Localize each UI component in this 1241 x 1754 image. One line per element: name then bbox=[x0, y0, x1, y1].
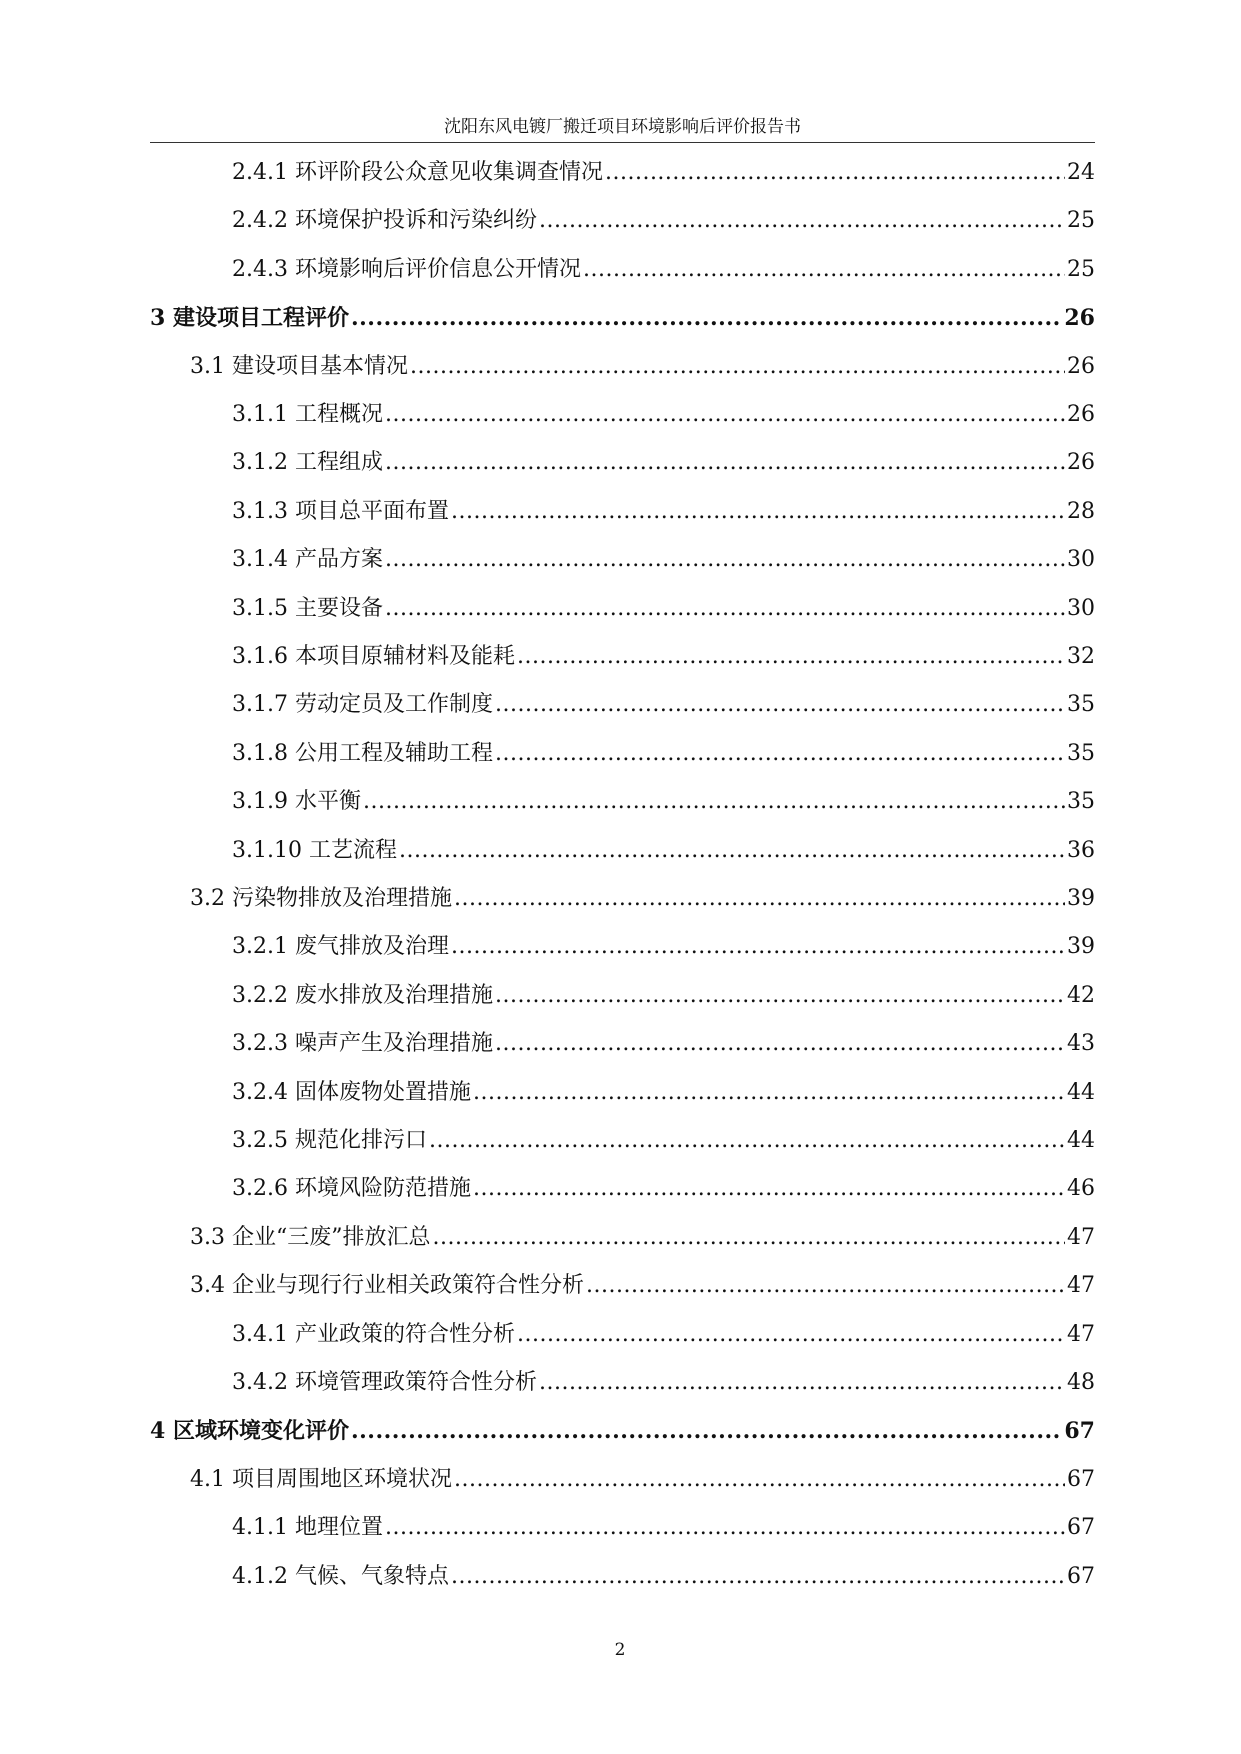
toc-entry[interactable] bbox=[232, 836, 1095, 866]
toc-dot-leader bbox=[495, 981, 1065, 1011]
toc-dot-leader bbox=[385, 1513, 1065, 1543]
toc-dot-leader bbox=[363, 787, 1065, 817]
toc-entry-title: 3.1.5 主要设备 bbox=[232, 595, 383, 621]
toc-entry-page: 67 bbox=[1067, 1563, 1095, 1589]
toc-entry-title: 3.1.10 工艺流程 bbox=[232, 837, 397, 863]
toc-entry-title: 4.1 项目周围地区环境状况 bbox=[190, 1466, 452, 1492]
toc-entry-page: 28 bbox=[1067, 498, 1095, 524]
toc-entry[interactable] bbox=[232, 400, 1095, 430]
toc-entry-page: 48 bbox=[1067, 1370, 1095, 1395]
toc-entry-page: 26 bbox=[1067, 353, 1095, 379]
toc-entry-page: 44 bbox=[1067, 1079, 1095, 1105]
toc-entry-title: 3.1.3 项目总平面布置 bbox=[232, 498, 449, 524]
toc-dot-leader bbox=[429, 1126, 1065, 1156]
toc-entry-page: 26 bbox=[1067, 450, 1095, 476]
toc-entry-page: 43 bbox=[1067, 1031, 1095, 1057]
toc-entry[interactable] bbox=[190, 1271, 1095, 1301]
toc-entry[interactable] bbox=[190, 1465, 1095, 1495]
toc-dot-leader bbox=[586, 1271, 1065, 1301]
toc-entry-title: 3.1.8 公用工程及辅助工程 bbox=[232, 740, 493, 766]
toc-entry-title: 3.1.9 水平衡 bbox=[232, 789, 361, 815]
toc-entry-title: 3.1 建设项目基本情况 bbox=[190, 353, 408, 379]
toc-entry-page: 25 bbox=[1067, 208, 1095, 234]
toc-dot-leader bbox=[410, 352, 1065, 382]
toc-entry-page: 30 bbox=[1067, 595, 1095, 621]
toc-entry-title: 4.1.2 气候、气象特点 bbox=[232, 1563, 449, 1589]
toc-dot-leader bbox=[517, 642, 1065, 672]
toc-entry[interactable] bbox=[232, 206, 1095, 236]
toc-entry-page: 47 bbox=[1067, 1224, 1095, 1250]
toc-dot-leader bbox=[451, 1562, 1065, 1592]
toc-entry-title: 4 区域环境变化评价 bbox=[150, 1418, 349, 1445]
toc-entry-page: 39 bbox=[1067, 886, 1095, 911]
toc-dot-leader bbox=[385, 448, 1065, 478]
toc-dot-leader bbox=[495, 690, 1065, 720]
toc-entry-title: 2.4.3 环境影响后评价信息公开情况 bbox=[232, 256, 581, 282]
running-header: 沈阳东风电镀厂搬迁项目环境影响后评价报告书 bbox=[444, 117, 801, 137]
toc-entry[interactable] bbox=[232, 594, 1095, 624]
toc-entry[interactable] bbox=[232, 1029, 1095, 1059]
toc-entry-page: 42 bbox=[1067, 982, 1095, 1008]
toc-entry-page: 26 bbox=[1067, 402, 1095, 427]
toc-entry[interactable] bbox=[232, 1320, 1095, 1350]
toc-entry-title: 2.4.1 环评阶段公众意见收集调查情况 bbox=[232, 160, 603, 185]
toc-entry-page: 32 bbox=[1067, 644, 1095, 669]
toc-entry-title: 3.2.4 固体废物处置措施 bbox=[232, 1079, 471, 1105]
toc-entry-title: 3 建设项目工程评价 bbox=[150, 305, 349, 332]
toc-entry-title: 3.3 企业“三废”排放汇总 bbox=[190, 1224, 431, 1250]
toc-dot-leader bbox=[451, 497, 1065, 527]
toc-entry[interactable] bbox=[150, 1416, 1095, 1446]
toc-entry[interactable] bbox=[232, 932, 1095, 962]
toc-entry-title: 3.2.3 噪声产生及治理措施 bbox=[232, 1031, 493, 1057]
toc-entry[interactable] bbox=[232, 255, 1095, 285]
toc-entry[interactable] bbox=[232, 497, 1095, 527]
toc-entry-title: 3.2.6 环境风险防范措施 bbox=[232, 1176, 471, 1202]
toc-dot-leader bbox=[473, 1174, 1065, 1204]
toc-entry-title: 3.1.6 本项目原辅材料及能耗 bbox=[232, 644, 515, 669]
toc-dot-leader bbox=[454, 884, 1065, 914]
toc-dot-leader bbox=[454, 1465, 1065, 1495]
toc-dot-leader bbox=[399, 836, 1065, 866]
toc-dot-leader bbox=[351, 303, 1062, 333]
toc-entry-page: 67 bbox=[1067, 1515, 1095, 1541]
toc-entry-page: 67 bbox=[1067, 1466, 1095, 1492]
toc-dot-leader bbox=[605, 158, 1065, 188]
toc-entry[interactable] bbox=[232, 642, 1095, 672]
toc-entry[interactable] bbox=[232, 1174, 1095, 1204]
toc-dot-leader bbox=[385, 594, 1065, 624]
toc-dot-leader bbox=[385, 400, 1065, 430]
toc-dot-leader bbox=[451, 932, 1065, 962]
toc-entry-page: 67 bbox=[1064, 1418, 1095, 1445]
toc-dot-leader bbox=[385, 545, 1065, 575]
toc-entry-title: 3.1.7 劳动定员及工作制度 bbox=[232, 692, 493, 718]
toc-entry-page: 47 bbox=[1067, 1321, 1095, 1347]
toc-entry-title: 3.1.2 工程组成 bbox=[232, 450, 383, 476]
toc-entry[interactable] bbox=[232, 1562, 1095, 1592]
toc-entry-page: 24 bbox=[1067, 160, 1095, 185]
toc-entry[interactable] bbox=[190, 352, 1095, 382]
toc-entry-page: 36 bbox=[1067, 837, 1095, 863]
toc-dot-leader bbox=[495, 739, 1065, 769]
page-number: 2 bbox=[614, 1640, 626, 1660]
toc-entry-title: 3.4.2 环境管理政策符合性分析 bbox=[232, 1370, 537, 1395]
toc-entry-page: 35 bbox=[1067, 692, 1095, 718]
toc-entry[interactable] bbox=[190, 884, 1095, 914]
toc-entry-title: 3.4.1 产业政策的符合性分析 bbox=[232, 1321, 515, 1347]
toc-entry-title: 3.1.1 工程概况 bbox=[232, 402, 383, 427]
toc-dot-leader bbox=[517, 1320, 1065, 1350]
toc-entry-title: 3.1.4 产品方案 bbox=[232, 547, 383, 573]
toc-entry-page: 46 bbox=[1067, 1176, 1095, 1202]
toc-entry[interactable] bbox=[232, 448, 1095, 478]
toc-entry-page: 47 bbox=[1067, 1273, 1095, 1299]
toc-entry-page: 25 bbox=[1067, 256, 1095, 282]
toc-entry-title: 3.2.5 规范化排污口 bbox=[232, 1128, 427, 1153]
toc-entry[interactable] bbox=[232, 690, 1095, 720]
toc-dot-leader bbox=[539, 206, 1065, 236]
toc-dot-leader bbox=[583, 255, 1065, 285]
toc-entry[interactable] bbox=[232, 158, 1095, 188]
toc-entry-page: 35 bbox=[1067, 740, 1095, 766]
toc-entry[interactable] bbox=[232, 981, 1095, 1011]
toc-entry[interactable] bbox=[232, 787, 1095, 817]
toc-entry[interactable] bbox=[232, 739, 1095, 769]
toc-entry[interactable] bbox=[232, 1078, 1095, 1108]
toc-entry[interactable] bbox=[190, 1223, 1095, 1253]
toc-entry[interactable] bbox=[232, 545, 1095, 575]
toc-entry[interactable] bbox=[232, 1368, 1095, 1398]
toc-dot-leader bbox=[351, 1416, 1062, 1446]
toc-dot-leader bbox=[539, 1368, 1065, 1398]
toc-dot-leader bbox=[432, 1223, 1065, 1253]
toc-entry-page: 26 bbox=[1064, 305, 1095, 332]
toc-entry-page: 39 bbox=[1067, 934, 1095, 960]
toc-entry-page: 44 bbox=[1067, 1128, 1095, 1153]
toc-entry-title: 3.2.1 废气排放及治理 bbox=[232, 934, 449, 960]
toc-entry-page: 30 bbox=[1067, 547, 1095, 573]
toc-entry[interactable] bbox=[150, 303, 1095, 333]
toc-dot-leader bbox=[473, 1078, 1065, 1108]
toc-entry-title: 3.4 企业与现行行业相关政策符合性分析 bbox=[190, 1273, 584, 1299]
toc-entry-title: 3.2 污染物排放及治理措施 bbox=[190, 886, 452, 911]
toc-entry-title: 4.1.1 地理位置 bbox=[232, 1515, 383, 1541]
toc-entry[interactable] bbox=[232, 1513, 1095, 1543]
toc-entry-title: 3.2.2 废水排放及治理措施 bbox=[232, 982, 493, 1008]
toc-dot-leader bbox=[495, 1029, 1065, 1059]
toc-entry-page: 35 bbox=[1067, 789, 1095, 815]
toc-entry-title: 2.4.2 环境保护投诉和污染纠纷 bbox=[232, 208, 537, 234]
toc-entry[interactable] bbox=[232, 1126, 1095, 1156]
